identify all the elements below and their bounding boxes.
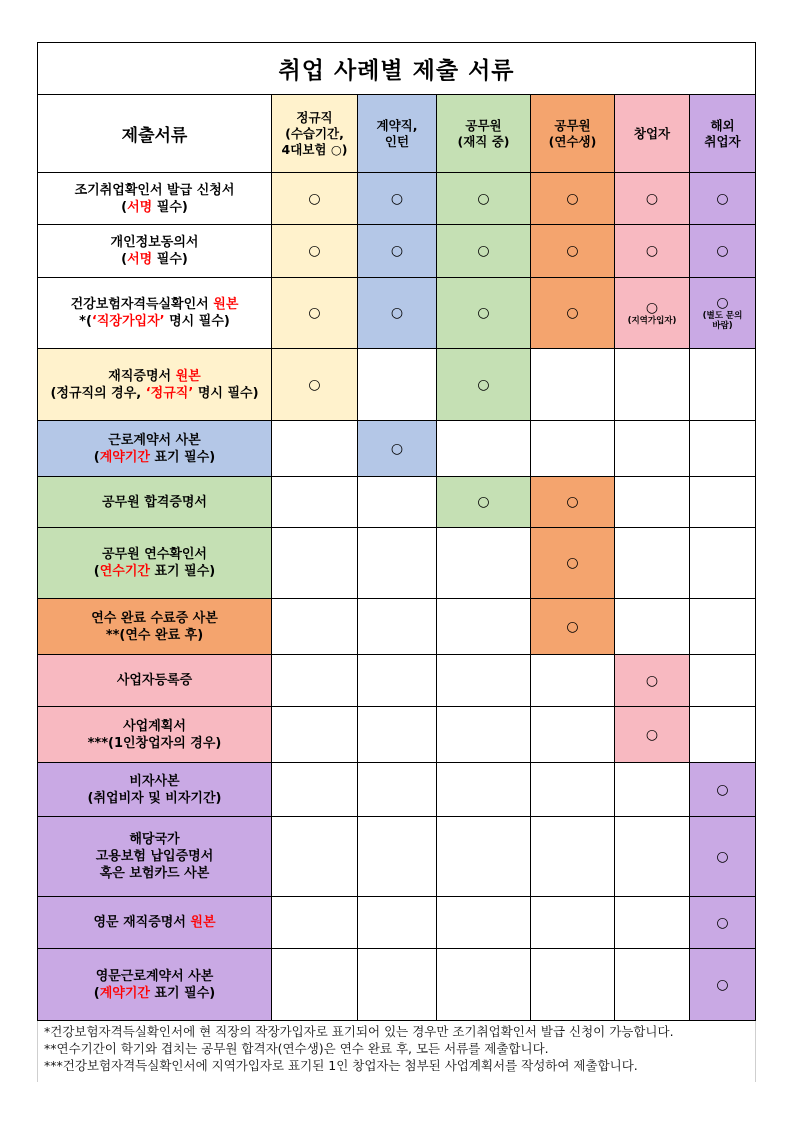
document-label-line <box>40 432 269 449</box>
footnote: ***건강보험자격득실확인서에 지역가입자로 표기된 1인 창업자는 첨부된 사업계획서를 작성하여 제출합니다. <box>44 1058 638 1073</box>
document-label-cell <box>38 897 272 949</box>
column-header-line: 해외 <box>710 117 735 133</box>
document-label-line <box>40 385 269 402</box>
required-cell-contract-intern <box>358 173 437 225</box>
label-text: 조기취업확인서 발급 신청서 <box>74 182 235 198</box>
required-mark: ○ <box>566 618 579 635</box>
required-documents-table <box>37 42 756 1021</box>
label-text: 필수) <box>152 199 188 215</box>
required-cell-overseas-employment <box>690 278 756 349</box>
document-label-line <box>40 865 269 882</box>
label-text: 재직증명서 <box>108 368 176 384</box>
empty-cell <box>358 707 437 763</box>
document-label-cell <box>38 173 272 225</box>
column-header-line: 4대보험 ○) <box>281 141 348 157</box>
required-cell-civil-servant-trainee <box>531 278 615 349</box>
label-text: 표기 필수) <box>149 449 216 465</box>
column-header-contract-intern <box>358 95 437 173</box>
emphasis-text: 서명 <box>127 252 153 267</box>
emphasis-text: 계약기간 <box>99 449 150 465</box>
empty-cell <box>690 707 756 763</box>
column-header-line: 인턴 <box>384 133 410 149</box>
empty-cell <box>437 707 531 763</box>
required-mark: ○ <box>645 243 659 259</box>
column-header-regular-employee <box>272 95 358 173</box>
footnotes <box>44 1023 750 1074</box>
document-label-line <box>40 296 269 313</box>
required-mark: ○ <box>716 243 729 259</box>
cell-note: (지역가입자) <box>627 316 677 326</box>
required-mark: ○ <box>716 295 729 311</box>
document-label-line <box>40 627 269 644</box>
required-cell-founder <box>615 655 690 707</box>
document-row <box>38 278 756 349</box>
label-text: 근로계약서 사본 <box>108 432 201 448</box>
empty-cell <box>690 421 756 477</box>
column-header-overseas-employment <box>690 95 756 173</box>
document-row <box>38 817 756 897</box>
required-mark: ○ <box>716 781 729 798</box>
required-mark: ○ <box>390 243 404 259</box>
label-text: ( <box>121 199 128 215</box>
document-label-line <box>40 735 269 752</box>
document-row <box>38 707 756 763</box>
document-label-line <box>40 563 269 580</box>
column-header-line: (연수생) <box>548 133 597 149</box>
label-text: (정규직의 경우, <box>50 385 146 401</box>
document-row <box>38 897 756 949</box>
emphasis-text: 연수기간 <box>99 564 150 579</box>
document-label-line <box>40 251 269 268</box>
empty-cell <box>615 477 690 528</box>
required-cell-contract-intern <box>358 278 437 349</box>
required-mark: ○ <box>308 190 321 207</box>
empty-cell <box>272 477 358 528</box>
label-text: ( <box>93 564 100 579</box>
empty-cell <box>358 655 437 707</box>
label-text: 공무원 합격증명서 <box>102 494 207 510</box>
required-mark: ○ <box>716 976 729 993</box>
document-label-line <box>40 449 269 466</box>
required-cell-regular-employee <box>272 173 358 225</box>
required-cell-civil-servant-employed <box>437 173 531 225</box>
label-text: 공무원 연수확인서 <box>102 547 207 562</box>
document-label-cell <box>38 949 272 1021</box>
label-text: 연수 완료 수료증 사본 <box>91 610 218 626</box>
required-cell-civil-servant-trainee <box>531 173 615 225</box>
document-row <box>38 528 756 599</box>
document-row <box>38 655 756 707</box>
required-mark: ○ <box>308 376 321 393</box>
column-header-line: 창업자 <box>633 125 671 141</box>
document-column-header: 제출서류 <box>38 95 272 173</box>
document-label-cell <box>38 349 272 421</box>
empty-cell <box>531 349 615 421</box>
document-row <box>38 763 756 817</box>
column-header-line: 정규직 <box>296 109 333 125</box>
table-body <box>38 173 756 1021</box>
empty-cell <box>272 707 358 763</box>
document-label-line <box>40 313 269 330</box>
required-cell-civil-servant-employed <box>437 349 531 421</box>
required-mark: ○ <box>477 243 490 259</box>
table-title: 취업 사례별 제출 서류 <box>38 43 756 95</box>
required-mark: ○ <box>477 376 490 393</box>
label-text: 영문 재직증명서 <box>93 915 191 930</box>
label-text: 고용보험 납입증명서 <box>95 849 214 864</box>
required-cell-civil-servant-employed <box>437 278 531 349</box>
emphasis-text: 원본 <box>175 368 201 384</box>
document-label-line <box>40 985 269 1002</box>
empty-cell <box>272 763 358 817</box>
empty-cell <box>437 655 531 707</box>
empty-cell <box>615 349 690 421</box>
empty-cell <box>272 949 358 1021</box>
column-header-founder <box>615 95 690 173</box>
empty-cell <box>531 421 615 477</box>
required-mark: ○ <box>390 190 404 207</box>
label-text: 필수) <box>152 252 188 267</box>
empty-cell <box>690 599 756 655</box>
required-cell-civil-servant-employed <box>437 477 531 528</box>
document-label-cell <box>38 599 272 655</box>
document-label-line <box>40 199 269 216</box>
document-label-line <box>40 968 269 985</box>
required-cell-founder <box>615 278 690 349</box>
document-label-cell <box>38 225 272 278</box>
required-cell-civil-servant-trainee <box>531 225 615 278</box>
label-text: 해당국가 <box>129 832 180 847</box>
empty-cell <box>358 817 437 897</box>
required-mark: ○ <box>716 914 729 931</box>
required-cell-civil-servant-trainee <box>531 528 615 599</box>
document-label-line <box>40 494 269 511</box>
emphasis-text: 원본 <box>213 297 239 312</box>
column-header-civil-servant-trainee <box>531 95 615 173</box>
document-label-line <box>40 234 269 251</box>
empty-cell <box>272 897 358 949</box>
document-label-cell <box>38 477 272 528</box>
required-mark: ○ <box>566 190 579 207</box>
required-cell-regular-employee <box>272 225 358 278</box>
empty-cell <box>690 477 756 528</box>
empty-cell <box>272 817 358 897</box>
document-label-line <box>40 831 269 848</box>
empty-cell <box>690 349 756 421</box>
document-label-cell <box>38 817 272 897</box>
label-text: 건강보험자격득실확인서 <box>70 297 214 312</box>
document-row <box>38 349 756 421</box>
label-text: 명시 필수) <box>193 385 259 401</box>
label-text: *( <box>79 314 92 329</box>
empty-cell <box>531 763 615 817</box>
required-mark: ○ <box>566 555 579 571</box>
empty-cell <box>272 655 358 707</box>
document-row <box>38 477 756 528</box>
label-text: ( <box>121 252 128 267</box>
document-row <box>38 599 756 655</box>
label-text: ***(1인창업자의 경우) <box>87 735 222 751</box>
document-label-line <box>40 914 269 931</box>
empty-cell <box>531 655 615 707</box>
label-text: 비자사본 <box>129 773 180 789</box>
required-mark: ○ <box>308 305 321 321</box>
document-row <box>38 225 756 278</box>
empty-cell <box>358 897 437 949</box>
empty-cell <box>615 949 690 1021</box>
empty-cell <box>531 897 615 949</box>
required-mark: ○ <box>390 305 404 321</box>
empty-cell <box>437 421 531 477</box>
empty-cell <box>615 897 690 949</box>
empty-cell <box>358 599 437 655</box>
document-label-cell <box>38 528 272 599</box>
empty-cell <box>358 949 437 1021</box>
required-cell-overseas-employment <box>690 949 756 1021</box>
label-text: 혹은 보험카드 사본 <box>99 866 210 881</box>
empty-cell <box>358 763 437 817</box>
label-text: 사업자등록증 <box>116 673 193 688</box>
emphasis-text: 서명 <box>127 199 153 215</box>
empty-cell <box>272 599 358 655</box>
emphasis-text: ‘직장가입자’ <box>91 314 165 329</box>
footnote: *건강보험자격득실확인서에 현 직장의 작장가입자로 표기되어 있는 경우만 조기취업확인서 발급 신청이 가능합니다. <box>44 1024 674 1039</box>
label-text: 영문근로계약서 사본 <box>95 968 214 984</box>
empty-cell <box>437 763 531 817</box>
required-cell-civil-servant-trainee <box>531 599 615 655</box>
empty-cell <box>437 817 531 897</box>
column-header-civil-servant-employed <box>437 95 531 173</box>
label-text: ( <box>93 985 100 1001</box>
required-mark: ○ <box>477 305 490 321</box>
required-cell-regular-employee <box>272 278 358 349</box>
label-text: 사업계획서 <box>123 718 186 734</box>
empty-cell <box>272 421 358 477</box>
empty-cell <box>615 421 690 477</box>
column-header-line: (수습기간, <box>285 125 344 141</box>
document-row <box>38 949 756 1021</box>
empty-cell <box>437 897 531 949</box>
label-text: 개인정보동의서 <box>110 235 199 250</box>
label-text: 표기 필수) <box>149 564 216 579</box>
document-label-cell <box>38 707 272 763</box>
required-mark: ○ <box>716 190 729 207</box>
required-mark: ○ <box>477 494 490 510</box>
required-mark: ○ <box>566 305 579 321</box>
required-cell-overseas-employment <box>690 225 756 278</box>
required-mark: ○ <box>566 494 579 510</box>
required-mark: ○ <box>308 243 321 259</box>
required-cell-contract-intern <box>358 421 437 477</box>
cell-note: (별도 문의 <box>702 311 743 321</box>
empty-cell <box>615 528 690 599</box>
required-mark: ○ <box>716 848 729 865</box>
required-cell-civil-servant-employed <box>437 225 531 278</box>
empty-cell <box>615 763 690 817</box>
column-header-row <box>38 95 756 173</box>
required-cell-overseas-employment <box>690 817 756 897</box>
document-label-line <box>40 773 269 790</box>
column-header-line: (재직 중) <box>457 133 510 149</box>
required-cell-regular-employee <box>272 349 358 421</box>
document-label-line <box>40 368 269 385</box>
required-cell-founder <box>615 173 690 225</box>
emphasis-text: ‘정규직’ <box>145 385 194 401</box>
empty-cell <box>615 599 690 655</box>
label-text: 명시 필수) <box>164 314 230 329</box>
document-label-line <box>40 672 269 689</box>
label-text: **(연수 완료 후) <box>105 627 204 643</box>
empty-cell <box>531 949 615 1021</box>
empty-cell <box>437 528 531 599</box>
required-cell-civil-servant-trainee <box>531 477 615 528</box>
empty-cell <box>437 599 531 655</box>
document-label-line <box>40 718 269 735</box>
empty-cell <box>531 817 615 897</box>
empty-cell <box>615 817 690 897</box>
required-mark: ○ <box>645 190 659 207</box>
column-header-line: 공무원 <box>554 117 591 133</box>
empty-cell <box>272 528 358 599</box>
empty-cell <box>531 707 615 763</box>
document-label-line <box>40 610 269 627</box>
required-mark: ○ <box>645 672 659 689</box>
label-text: ( <box>93 449 100 465</box>
empty-cell <box>358 349 437 421</box>
document-label-cell <box>38 421 272 477</box>
required-cell-overseas-employment <box>690 173 756 225</box>
required-mark: ○ <box>645 300 659 316</box>
required-cell-overseas-employment <box>690 897 756 949</box>
emphasis-text: 계약기간 <box>99 985 150 1001</box>
column-header-line: 취업자 <box>704 133 741 149</box>
cell-note: 바람) <box>712 321 733 331</box>
required-cell-overseas-employment <box>690 763 756 817</box>
document-label-cell <box>38 763 272 817</box>
required-mark: ○ <box>566 243 579 259</box>
emphasis-text: 원본 <box>190 915 216 930</box>
empty-cell <box>690 655 756 707</box>
document-label-line <box>40 848 269 865</box>
document-label-line <box>40 790 269 807</box>
column-header-line: 공무원 <box>465 117 502 133</box>
required-mark: ○ <box>390 440 404 457</box>
required-mark: ○ <box>645 726 659 743</box>
required-mark: ○ <box>477 190 490 207</box>
required-cell-founder <box>615 225 690 278</box>
required-cell-founder <box>615 707 690 763</box>
label-text: 표기 필수) <box>149 985 216 1001</box>
footnote: **연수기간이 학기와 겹치는 공무원 합격자(연수생)은 연수 완료 후, 모든 서류를 제출합니다. <box>44 1041 549 1056</box>
document-row <box>38 421 756 477</box>
document-label-line <box>40 546 269 563</box>
empty-cell <box>358 528 437 599</box>
required-cell-contract-intern <box>358 225 437 278</box>
empty-cell <box>358 477 437 528</box>
document-label-cell <box>38 655 272 707</box>
empty-cell <box>690 528 756 599</box>
label-text: (취업비자 및 비자기간) <box>87 790 222 806</box>
document-row <box>38 173 756 225</box>
column-header-line: 계약직, <box>376 117 418 133</box>
empty-cell <box>437 949 531 1021</box>
document-label-cell <box>38 278 272 349</box>
document-label-line <box>40 182 269 199</box>
title-row <box>38 43 756 95</box>
